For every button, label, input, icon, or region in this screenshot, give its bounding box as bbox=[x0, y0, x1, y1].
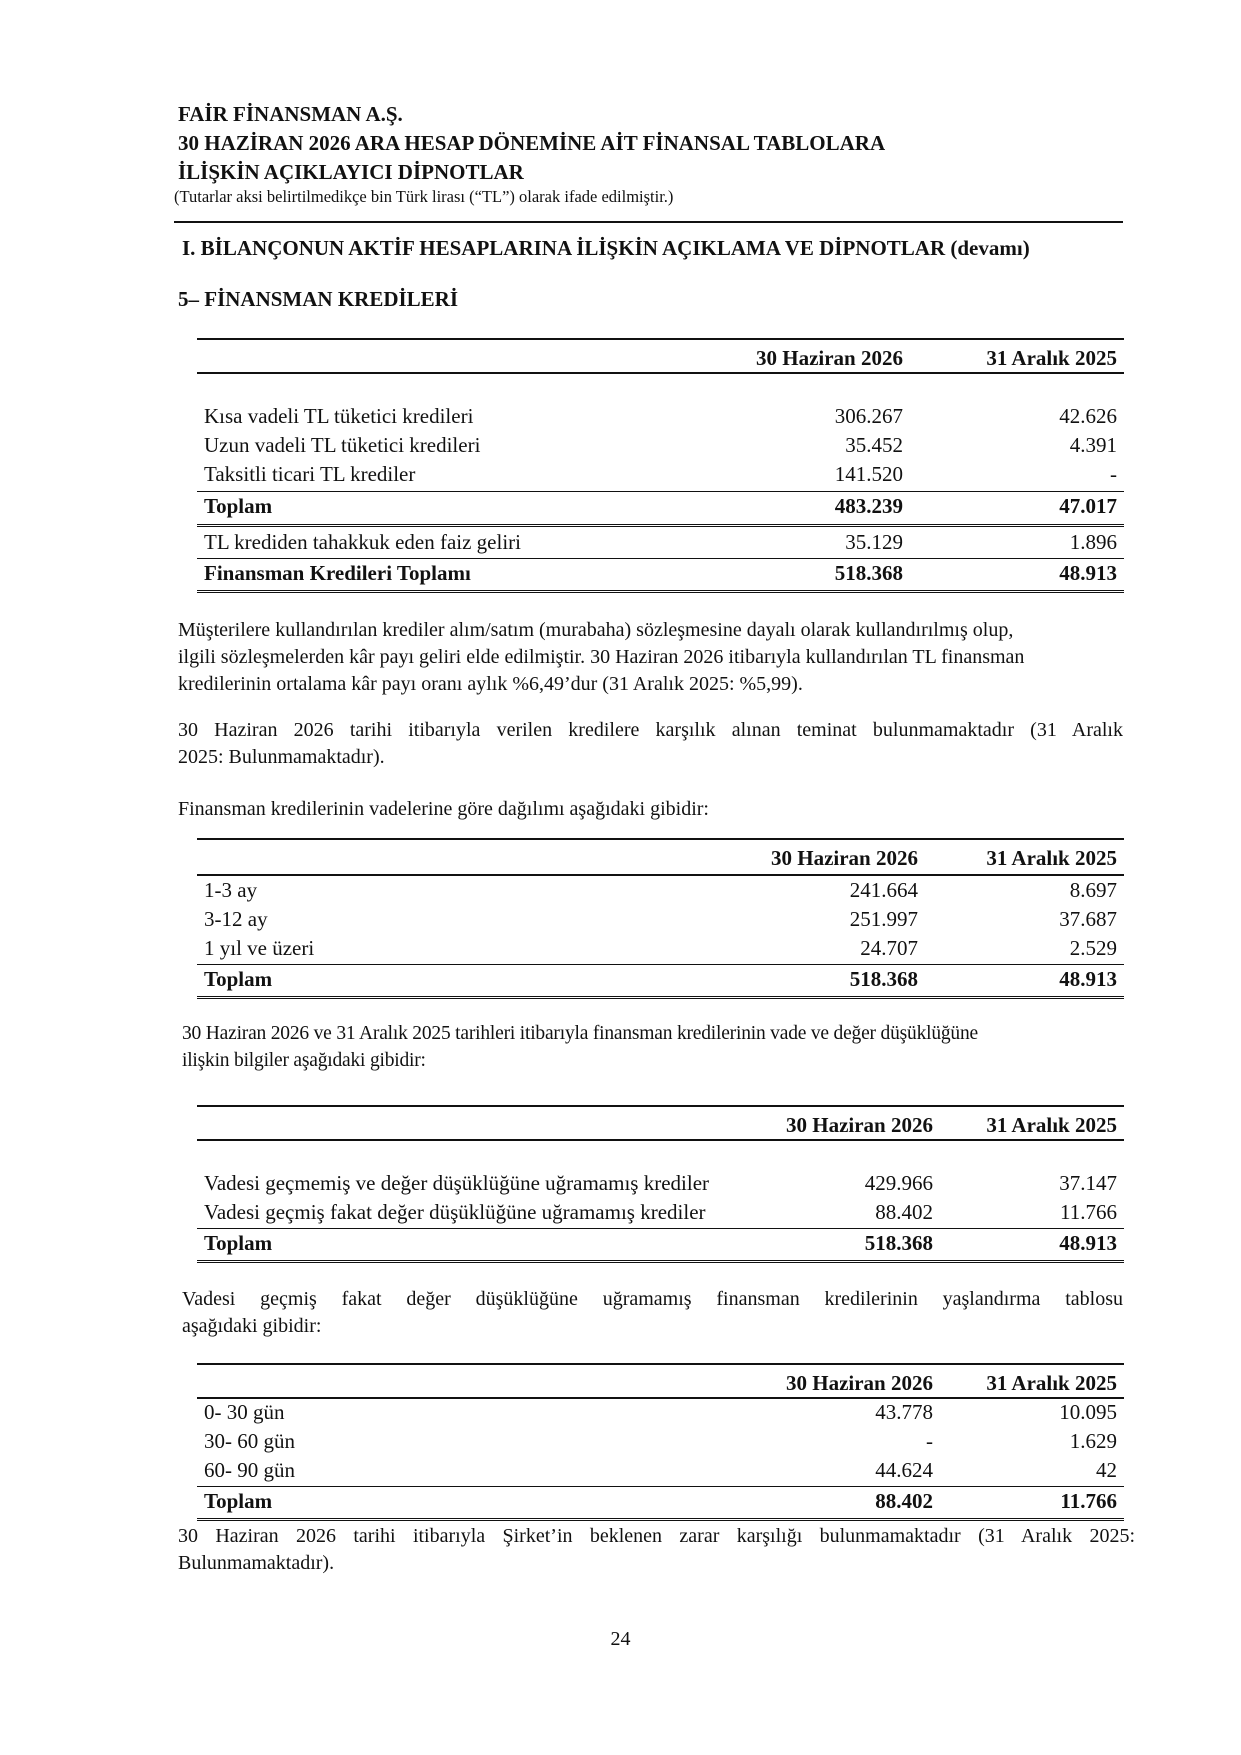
table-rule bbox=[197, 590, 1124, 593]
table-row: Kısa vadeli TL tüketici kredileri 306.267 42.626 bbox=[204, 404, 1117, 428]
table-rule bbox=[197, 1397, 1124, 1399]
paragraph-profit-share: Müşterilere kullandırılan krediler alım/satım (murabaha) sözleşmesine dayalı olarak kullandırılmış olup, ilgili sözleşmelerden kâr payı geliri elde edilmiştir. 30 Haziran 2026 itibarıyla kullandırılan TL finansman kredilerinin ortalama kâr payı oranı aylık %6,49’dur (31 Aralık 2025: %5,99). bbox=[178, 619, 1025, 695]
table-rule bbox=[197, 491, 1124, 492]
paragraph-expected-loss: 30 Haziran 2026 tarihi itibarıyla Şirket’in beklenen zarar karşılığı bulunmamaktadır (31 Aralık 2025: Bulunmamaktadır). bbox=[178, 1525, 1135, 1574]
table-row: Uzun vadeli TL tüketici kredileri 35.452 4.391 bbox=[204, 433, 1117, 457]
paragraph-impairment-intro: 30 Haziran 2026 ve 31 Aralık 2025 tarihleri itibarıyla finansman kredilerinin vade ve değer düşüklüğüne ilişkin bilgiler aşağıdaki gibidir: bbox=[182, 1023, 978, 1071]
col-header-current: 30 Haziran 2026 bbox=[756, 346, 903, 370]
table-total-row: Toplam 88.402 11.766 bbox=[204, 1489, 1117, 1513]
table-rule bbox=[197, 874, 1124, 876]
paragraph-collateral: 30 Haziran 2026 tarihi itibarıyla verilen kredilere karşılık alınan teminat bulunmamaktadır (31 Aralık 2025: Bulunmamaktadır). bbox=[178, 719, 1123, 768]
financing-loans-table bbox=[197, 338, 1124, 594]
currency-note: (Tutarlar aksi belirtilmedikçe bin Türk lirası (“TL”) olarak ifade edilmiştir.) bbox=[174, 187, 674, 206]
col-header-prior: 31 Aralık 2025 bbox=[986, 346, 1117, 370]
table-rule bbox=[197, 1105, 1124, 1107]
company-name: FAİR FİNANSMAN A.Ş. bbox=[178, 102, 403, 126]
table-row: 1 yıl ve üzeri 24.707 2.529 bbox=[204, 936, 1117, 960]
table-rule bbox=[197, 558, 1124, 559]
table-row: 30- 60 gün - 1.629 bbox=[204, 1429, 1117, 1453]
table-rule bbox=[197, 1260, 1124, 1263]
table-row: 3-12 ay 251.997 37.687 bbox=[204, 907, 1117, 931]
table-rule bbox=[197, 996, 1124, 999]
table-row: TL krediden tahakkuk eden faiz geliri 35.129 1.896 bbox=[204, 530, 1117, 554]
table-row: Vadesi geçmiş fakat değer düşüklüğüne uğramamış krediler 88.402 11.766 bbox=[204, 1200, 1117, 1224]
table-total-row: Toplam 483.239 47.017 bbox=[204, 494, 1117, 518]
table-rule bbox=[197, 838, 1124, 840]
table-rule bbox=[197, 1363, 1124, 1365]
table-rule bbox=[197, 524, 1124, 527]
table-total-row: Toplam 518.368 48.913 bbox=[204, 1231, 1117, 1255]
maturity-table bbox=[197, 838, 1124, 998]
table-rule bbox=[197, 338, 1124, 340]
report-title: 30 HAZİRAN 2026 ARA HESAP DÖNEMİNE AİT FİNANSAL TABLOLARA bbox=[178, 131, 886, 155]
table-row: 0- 30 gün 43.778 10.095 bbox=[204, 1400, 1117, 1424]
table-header-row bbox=[197, 1113, 1124, 1141]
col-header-current: 30 Haziran 2026 bbox=[786, 1113, 933, 1137]
table-rule bbox=[197, 1139, 1124, 1141]
page-number: 24 bbox=[610, 1628, 631, 1650]
table-row: Taksitli ticari TL krediler 141.520 - bbox=[204, 462, 1117, 486]
table-row: 60- 90 gün 44.624 42 bbox=[204, 1458, 1117, 1482]
paragraph-maturity-intro: Finansman kredilerinin vadelerine göre dağılımı aşağıdaki gibidir: bbox=[178, 798, 709, 820]
table-header-row bbox=[197, 846, 1124, 874]
table-row: Vadesi geçmemiş ve değer düşüklüğüne uğramamış krediler 429.966 37.147 bbox=[204, 1171, 1117, 1195]
col-header-prior: 31 Aralık 2025 bbox=[986, 1113, 1117, 1137]
col-header-current: 30 Haziran 2026 bbox=[786, 1371, 933, 1395]
table-row: 1-3 ay 241.664 8.697 bbox=[204, 878, 1117, 902]
paragraph-aging-intro: Vadesi geçmiş fakat değer düşüklüğüne uğramamış finansman kredilerinin yaşlandırma tablosu aşağıdaki gibidir: bbox=[182, 1288, 1123, 1337]
col-header-prior: 31 Aralık 2025 bbox=[986, 846, 1117, 870]
table-rule bbox=[197, 372, 1124, 374]
subsection-title: 5– FİNANSMAN KREDİLERİ bbox=[178, 287, 459, 311]
table-total-row: Toplam 518.368 48.913 bbox=[204, 967, 1117, 991]
report-subtitle: İLİŞKİN AÇIKLAYICI DİPNOTLAR bbox=[178, 160, 524, 184]
table-rule bbox=[197, 1518, 1124, 1521]
aging-table bbox=[197, 1363, 1124, 1523]
col-header-current: 30 Haziran 2026 bbox=[771, 846, 918, 870]
table-total-row: Finansman Kredileri Toplamı 518.368 48.913 bbox=[204, 561, 1117, 585]
table-header-row bbox=[197, 1371, 1124, 1399]
table-rule bbox=[197, 964, 1124, 965]
table-rule bbox=[197, 1228, 1124, 1229]
col-header-prior: 31 Aralık 2025 bbox=[986, 1371, 1117, 1395]
section-title: I. BİLANÇONUN AKTİF HESAPLARINA İLİŞKİN AÇIKLAMA VE DİPNOTLAR (devamı) bbox=[182, 236, 1030, 260]
impairment-table bbox=[197, 1105, 1124, 1265]
header-divider bbox=[174, 221, 1123, 223]
table-header-row bbox=[197, 346, 1124, 374]
table-rule bbox=[197, 1486, 1124, 1487]
